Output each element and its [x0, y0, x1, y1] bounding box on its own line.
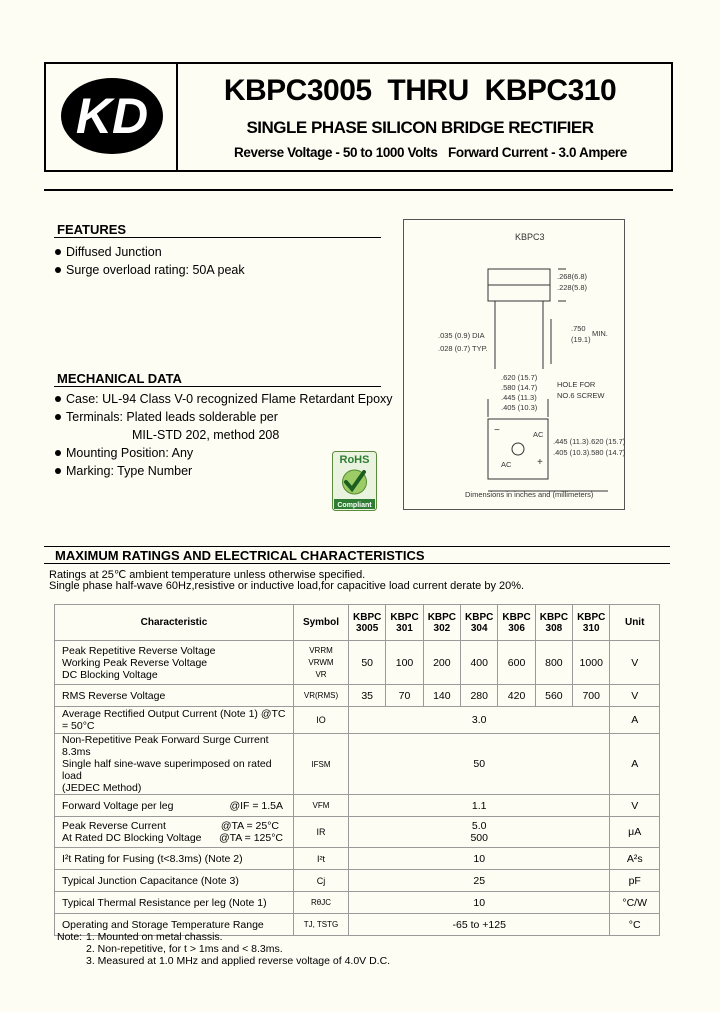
note-item: 2. Non-repetitive, for t > 1ms and < 8.3ms. [86, 943, 283, 955]
forward-current: Forward Current - 3.0 Ampere [448, 145, 627, 160]
table-row: Typical Junction Capacitance (Note 3) Cj 25 pF [55, 870, 660, 892]
header-col: KBPC 3005 [349, 605, 386, 641]
rohs-badge [332, 451, 377, 511]
list-item: Marking: Type Number [54, 462, 394, 480]
list-item-cont: MIL-STD 202, method 208 [132, 428, 280, 442]
features-rule [54, 237, 381, 238]
header-col: KBPC 308 [535, 605, 572, 641]
header-rule [44, 189, 673, 191]
ratings-note-2: Single phase half-wave 60Hz,resistive or inductive load,for capacitive load current derate by 20%. [49, 580, 525, 592]
table-row: Operating and Storage Temperature Range TJ, TSTG -65 to +125 °C [55, 914, 660, 936]
notes-label: Note: [57, 931, 83, 943]
table-row: Non-Repetitive Peak Forward Surge Current 8.3ms Single half sine-wave superimposed on rated load (JEDEC Method) IFSM 50 A [55, 734, 660, 795]
dim-caption: Dimensions in inches and (millimeters) [465, 490, 594, 499]
dim-label: HOLE FOR [557, 380, 596, 389]
list-item: Case: UL-94 Class V-0 recognized Flame Retardant Epoxy [54, 390, 394, 408]
dim-label: NO.6 SCREW [557, 391, 605, 400]
dim-label: .405 (10.3) [553, 448, 590, 457]
list-item: Surge overload rating: 50A peak [54, 261, 245, 279]
header-col: KBPC 306 [498, 605, 535, 641]
dim-label: .580 (14.7) [589, 448, 626, 457]
table-row: I²t Rating for Fusing (t<8.3ms) (Note 2) I²t 10 A²s [55, 848, 660, 870]
note-item: 3. Measured at 1.0 MHz and applied reverse voltage of 4.0V D.C. [86, 955, 391, 967]
pin-label-ac: AC [501, 460, 512, 469]
header-col: KBPC 302 [423, 605, 460, 641]
header-characteristic: Characteristic [55, 605, 294, 641]
page-subtitle: SINGLE PHASE SILICON BRIDGE RECTIFIER [246, 118, 594, 137]
features-list [54, 243, 245, 279]
list-item: Mounting Position: Any [54, 444, 394, 462]
dim-label: .228(5.8) [557, 283, 588, 292]
table-row: Forward Voltage per leg @IF = 1.5A VFM 1.1 V [55, 795, 660, 817]
ratings-note-1: Ratings at 25℃ ambient temperature unless otherwise specified. [49, 569, 366, 581]
pin-label-ac: AC [533, 430, 544, 439]
list-item: Terminals: Plated leads solderable per [54, 408, 394, 426]
list-item: Diffused Junction [54, 243, 245, 261]
ratings-table [54, 604, 660, 936]
table-row: RMS Reverse Voltage VR(RMS) 35 70 140 280 420 560 700 V [55, 685, 660, 707]
dim-label: .268(6.8) [557, 272, 588, 281]
ratings-rule-top [44, 546, 670, 547]
logo-text: KD [75, 88, 149, 144]
features-title: FEATURES [57, 222, 127, 237]
header-col: KBPC 310 [573, 605, 610, 641]
table-row: Peak Repetitive Reverse Voltage Working Peak Reverse Voltage DC Blocking Voltage VRRM VRWM VR 50 100 200 400 600 800 1000 V [55, 641, 660, 685]
note-item: 1. Mounted on metal chassis. [86, 931, 223, 943]
svg-text:Compliant: Compliant [337, 502, 372, 509]
table-row: Average Rectified Output Current (Note 1) @TC = 50°C IO 3.0 A [55, 707, 660, 734]
dim-label: .445 (11.3) [553, 437, 589, 446]
table-header-row [55, 605, 660, 641]
header-col: KBPC 304 [461, 605, 498, 641]
mechanical-rule [54, 386, 381, 387]
dim-label: .620 (15.7) [589, 437, 626, 446]
package-outline [403, 219, 625, 510]
svg-text:RoHS: RoHS [339, 454, 370, 466]
header-unit: Unit [610, 605, 660, 641]
dim-label: (19.1) [571, 335, 591, 344]
ratings-rule-bottom [44, 563, 670, 564]
dim-label: .035 (0.9) DIA [438, 331, 485, 340]
table-row: Typical Thermal Resistance per leg (Note 1) RθJC 10 °C/W [55, 892, 660, 914]
header-col: KBPC 301 [386, 605, 423, 641]
dim-label: .620 (15.7) [501, 373, 538, 382]
pin-label-minus: − [494, 425, 500, 436]
ratings-title: MAXIMUM RATINGS AND ELECTRICAL CHARACTERISTICS [55, 548, 425, 563]
mechanical-title: MECHANICAL DATA [57, 371, 182, 386]
header-symbol: Symbol [294, 605, 349, 641]
dim-label: .580 (14.7) [501, 383, 538, 392]
dim-label: MIN. [592, 329, 608, 338]
dim-label: .028 (0.7) TYP. [438, 344, 488, 353]
reverse-voltage: Reverse Voltage - 50 to 1000 Volts [234, 145, 438, 160]
kd-logo [58, 75, 166, 157]
pin-label-plus: + [537, 457, 543, 468]
dim-label: .405 (10.3) [501, 403, 538, 412]
page-title: KBPC3005 THRU KBPC310 [223, 74, 617, 107]
package-name: KBPC3 [515, 232, 545, 242]
dim-label: .750 [571, 324, 586, 333]
table-row: Peak Reverse Current @TA = 25°C At Rated DC Blocking Voltage @TA = 125°C IR 5.0 500 μA [55, 817, 660, 848]
dim-label: .445 (11.3) [501, 393, 537, 402]
